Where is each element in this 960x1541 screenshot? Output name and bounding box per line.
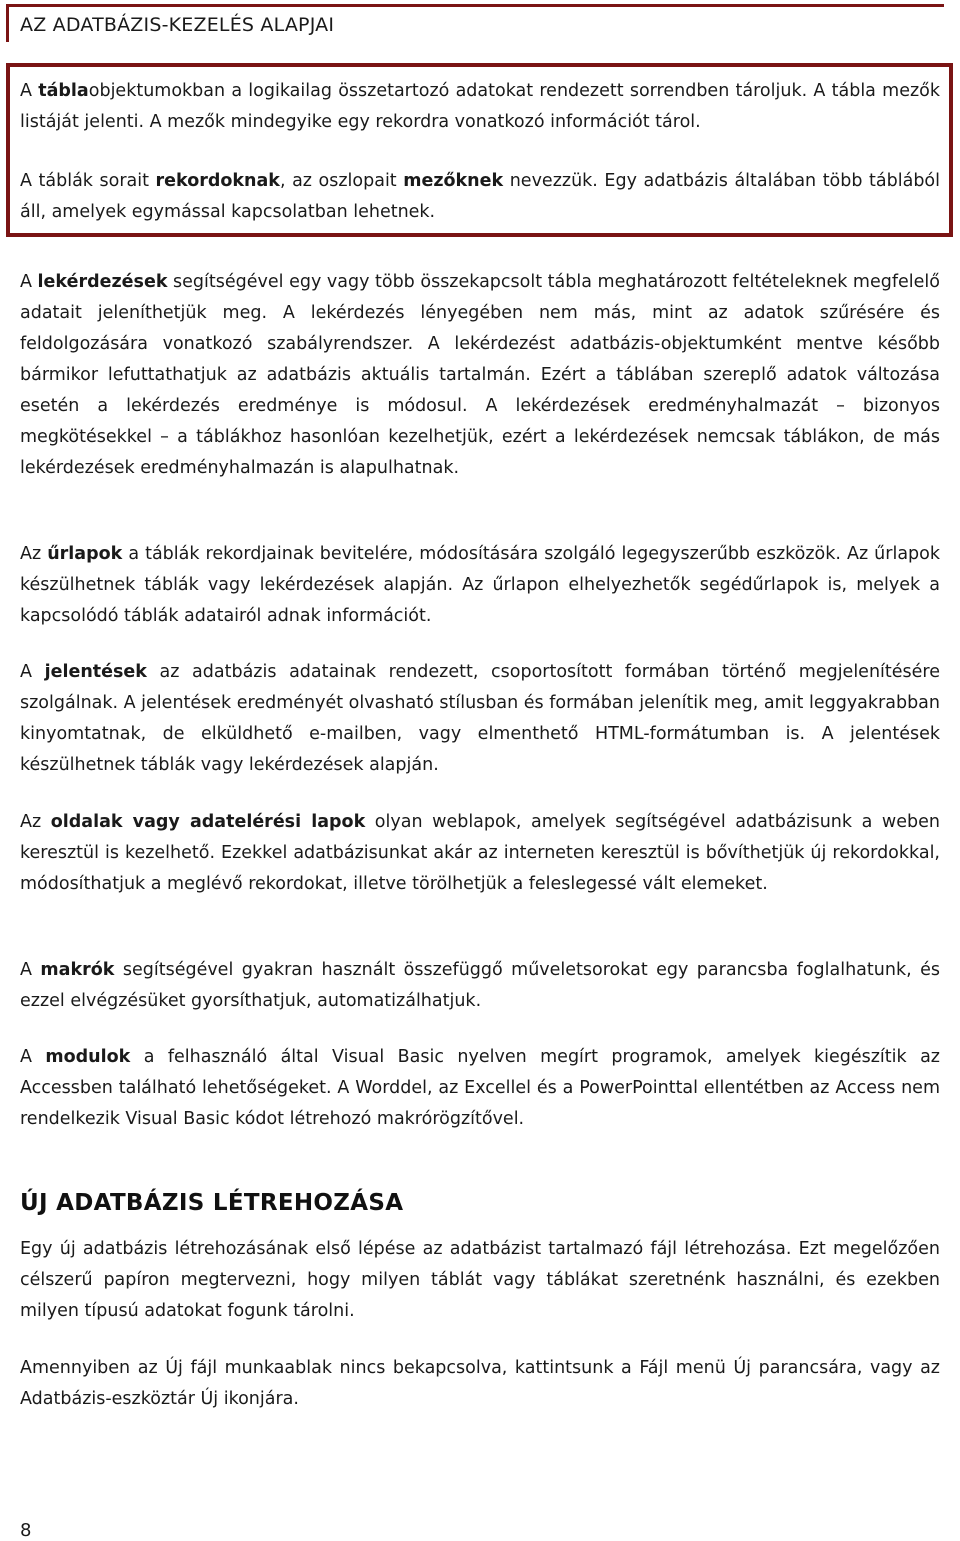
paragraph-reports: A jelentések az adatbázis adatainak rendezett, csoportosított formában történő megjelenítésére szolgálnak. A jelentések eredményét olvasható stílusban és formában jelenítik meg, amit leggyakrabban kinyomtatnak, de elküldhető e-mailben, vagy elmenthető HTML-formátumban is. A jelentések készülhetnek táblák vagy lekérdezések alapján.	[20, 662, 940, 775]
header-title: AZ ADATBÁZIS-KEZELÉS ALAPJAI	[20, 14, 335, 36]
term-modulok: modulok	[45, 1047, 131, 1067]
paragraph-macros: A makrók segítségével gyakran használt összefüggő műveletsorokat egy parancsba foglalhatunk, és ezzel elvégzésüket gyorsíthatjuk, automatizálhatjuk.	[20, 960, 940, 1011]
paragraph-queries: A lekérdezések segítségével egy vagy több összekapcsolt tábla meghatározott feltételeknek megfelelő adatait jeleníthetjük meg. A lekérdezés lényegében nem más, mint az adatok szűrésére és feldolgozására vonatkozó szabályrendszer. A lekérdezést adatbázis-objektumként mentve később bármikor lefuttathatjuk az adatbázis aktuális tartalmán. Ezért a táblában szereplő adatok változása esetén a lekérdezés eredménye is módosul. A lekérdezések eredményhalmazát – bizonyos megkötésekkel – a táblákhoz hasonlóan kezelhetjük, ezért a lekérdezések nemcsak táblákon, de más lekérdezések eredményhalmazán is alapulhatnak.	[20, 272, 940, 478]
term-tabla: tábla	[38, 81, 89, 101]
paragraph-new-db: Egy új adatbázis létrehozásának első lépése az adatbázist tartalmazó fájl létrehozása. Ezt megelőzően célszerű papíron megtervezni, hogy milyen táblát vagy táblákat szeretnénk használni, és ezekben milyen típusú adatokat fogunk tárolni.	[20, 1239, 940, 1321]
term-lekerdezesek: lekérdezések	[37, 272, 168, 292]
term-oldalak: oldalak vagy adatelérési lapok	[50, 812, 366, 832]
term-urlapok: űrlapok	[47, 544, 123, 564]
paragraph-pages: Az oldalak vagy adatelérési lapok olyan weblapok, amelyek segítségével adatbázisunk a weben keresztül is kezelhető. Ezekkel adatbázisunkat akár az interneten keresztül is bővíthetjük új rekordokkal, módosíthatjuk a meglévő rekordokat, illetve törölhetjük a feleslegessé vált elemeket.	[20, 812, 940, 894]
term-jelentesek: jelentések	[44, 662, 147, 682]
paragraph-modules: A modulok a felhasználó által Visual Basic nyelven megírt programok, amelyek kiegészítik az Accessben található lehetőségeket. A Worddel, az Excellel és a PowerPointtal ellentétben az Access nem rendelkezik Visual Basic kódot létrehozó makrórögzítővel.	[20, 1047, 940, 1129]
section-heading: ÚJ ADATBÁZIS LÉTREHOZÁSA	[20, 1190, 404, 1216]
term-rekordoknak: rekordoknak	[155, 171, 280, 191]
term-makrok: makrók	[40, 960, 115, 980]
paragraph-records-fields: A táblák sorait rekordoknak, az oszlopait mezőknek nevezzük. Egy adatbázis általában több táblából áll, amelyek egymással kapcsolatban lehetnek.	[20, 171, 940, 222]
term-mezoknek: mezőknek	[403, 171, 504, 191]
page-number: 8	[20, 1520, 32, 1541]
paragraph-tables: A táblaobjektumokban a logikailag összetartozó adatokat rendezett sorrendben tároljuk. A tábla mezők listáját jelenti. A mezők mindegyike egy rekordra vonatkozó információt tárol.	[20, 81, 940, 132]
paragraph-forms: Az űrlapok a táblák rekordjainak bevitelére, módosítására szolgáló legegyszerűbb eszközök. Az űrlapok készülhetnek táblák vagy lekérdezések alapján. Az űrlapon elhelyezhetők segédűrlapok is, melyek a kapcsolódó táblák adatairól adnak információt.	[20, 544, 940, 626]
paragraph-new-file: Amennyiben az Új fájl munkaablak nincs bekapcsolva, kattintsunk a Fájl menü Új parancsára, vagy az Adatbázis-eszköztár Új ikonjára.	[20, 1358, 940, 1409]
